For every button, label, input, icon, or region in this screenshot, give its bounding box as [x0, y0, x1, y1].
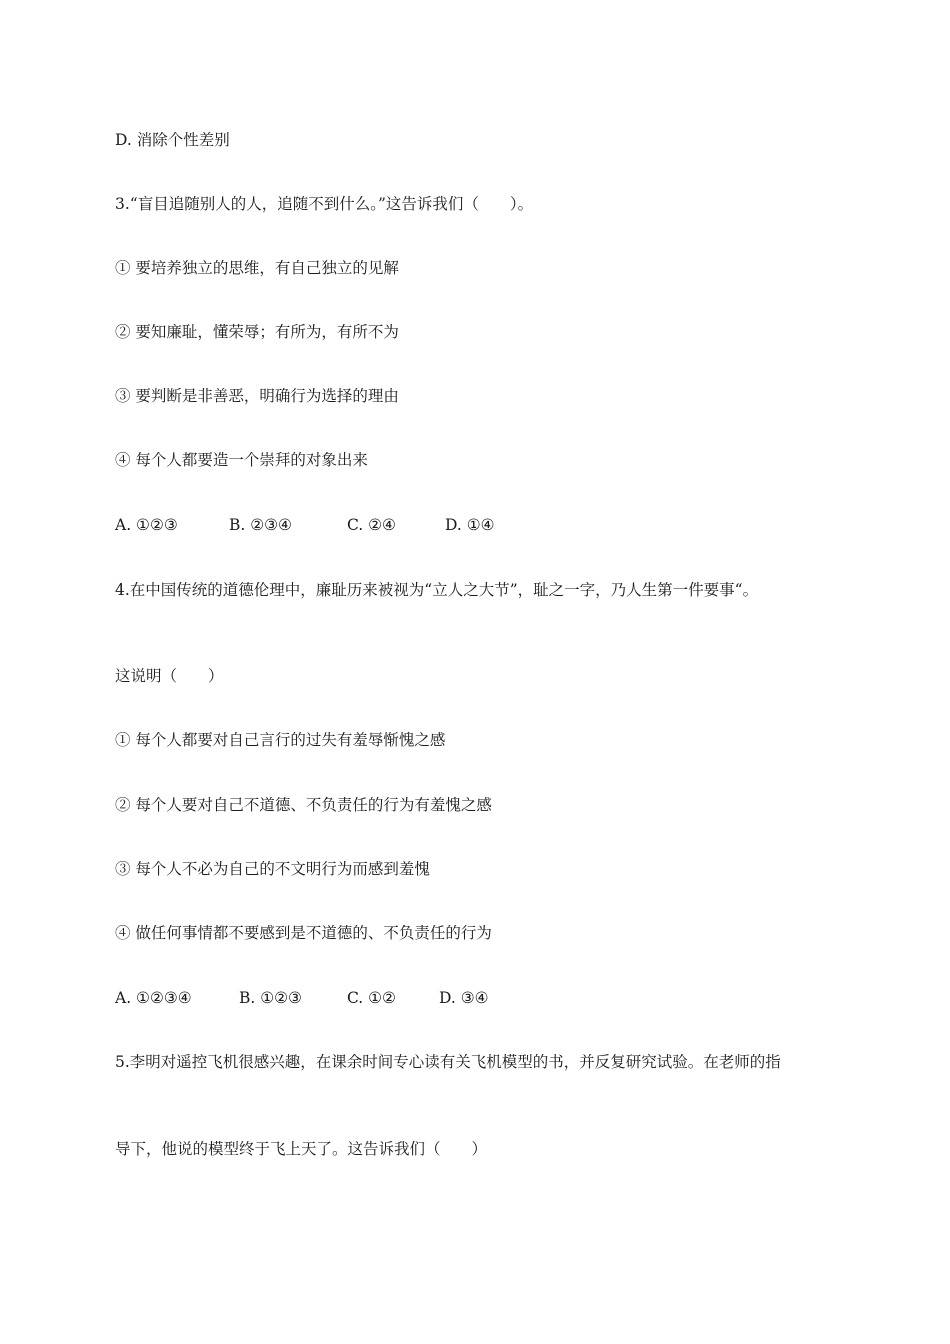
q4-option-c: C. ①②	[347, 989, 396, 1007]
q4-option-d: D. ③④	[439, 989, 489, 1007]
q4-stem-line-2: 这说明（ ）	[115, 667, 224, 685]
q3-option-b: B. ②③④	[229, 516, 292, 534]
q4-option-a: A. ①②③④	[115, 989, 192, 1007]
q3-options	[115, 515, 495, 535]
q4-option-b: B. ①②③	[239, 989, 302, 1007]
q4-item-1: ① 每个人都要对自己言行的过失有羞辱惭愧之感	[115, 731, 446, 749]
q4-stem-line-1: 4.在中国传统的道德伦理中，廉耻历来被视为“立人之大节”，耻之一字，乃人生第一件要事“。	[115, 581, 759, 599]
q4-options	[115, 988, 489, 1008]
q5-stem-line-2: 导下，他说的模型终于飞上天了。这告诉我们（ ）	[115, 1140, 488, 1158]
q3-stem: 3.“盲目追随别人的人，追随不到什么。”这告诉我们（ ）。	[115, 195, 534, 213]
q3-item-3: ③ 要判断是非善恶，明确行为选择的理由	[115, 387, 399, 405]
q3-item-1: ① 要培养独立的思维，有自己独立的见解	[115, 259, 399, 277]
prev-option-d: D. 消除个性差别	[115, 131, 230, 149]
q4-item-4: ④ 做任何事情都不要感到是不道德的、不负责任的行为	[115, 924, 492, 942]
q5-stem-line-1: 5.李明对遥控飞机很感兴趣，在课余时间专心读有关飞机模型的书，并反复研究试验。在老师的指	[115, 1053, 781, 1071]
q4-item-3: ③ 每个人不必为自己的不文明行为而感到羞愧	[115, 860, 430, 878]
q4-item-2: ② 每个人要对自己不道德、不负责任的行为有羞愧之感	[115, 796, 492, 814]
q3-item-4: ④ 每个人都要造一个崇拜的对象出来	[115, 451, 368, 469]
q3-option-a: A. ①②③	[115, 516, 178, 534]
q3-option-c: C. ②④	[347, 516, 396, 534]
q3-item-2: ② 要知廉耻，懂荣辱；有所为，有所不为	[115, 323, 399, 341]
q3-option-d: D. ①④	[445, 516, 495, 534]
